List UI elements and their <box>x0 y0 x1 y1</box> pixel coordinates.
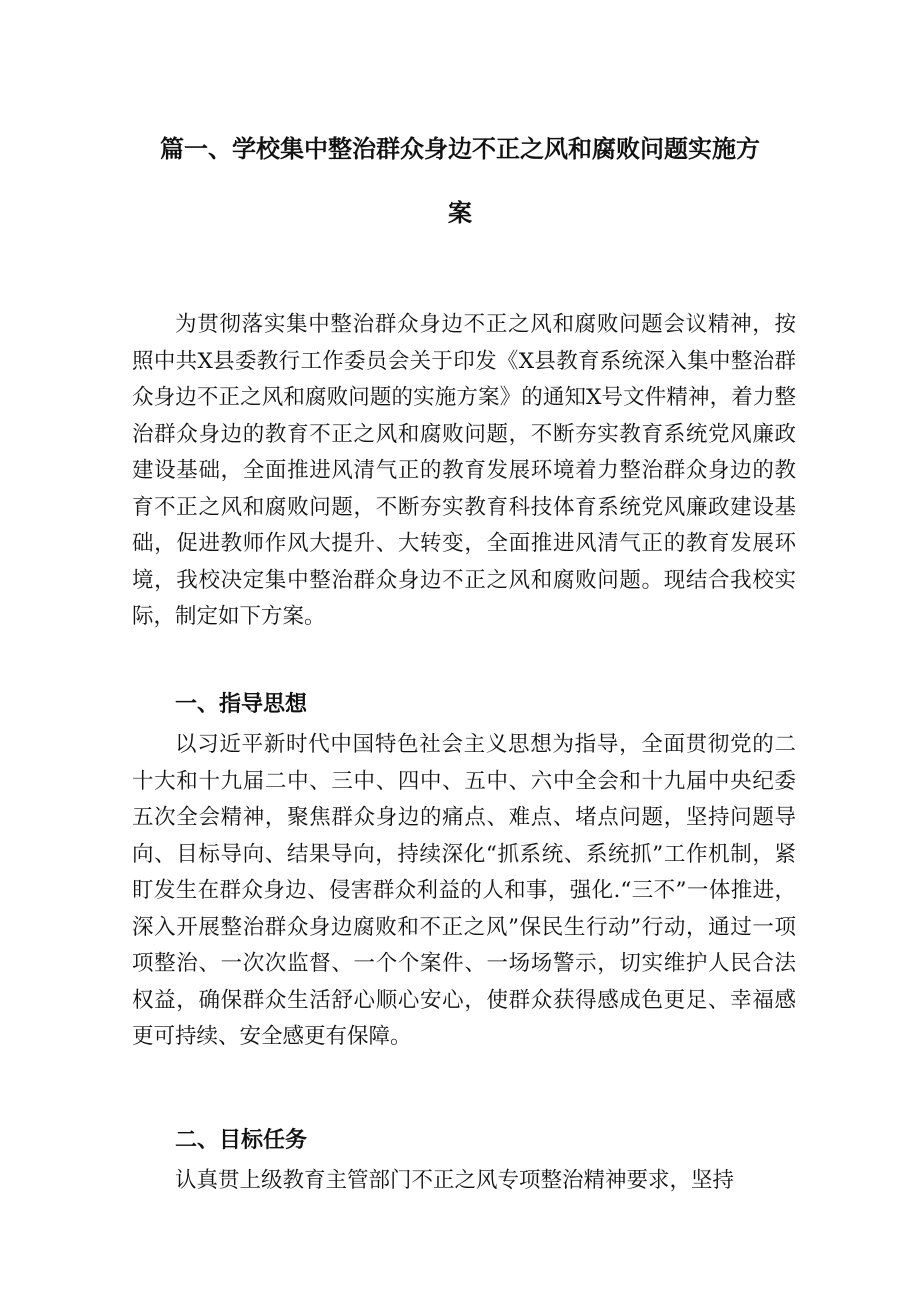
section-heading-goals-tasks: 二、目标任务 <box>175 1128 308 1153</box>
paragraph-goals-tasks: 认真贯上级教育主管部门不正之风专项整治精神要求，坚持 <box>175 1168 735 1193</box>
document-title-line-1: 篇一、学校集中整治群众身边不正之风和腐败问题实施方 <box>160 135 760 163</box>
section-heading-guiding-ideology: 一、指导思想 <box>175 692 308 717</box>
document-title-line-2: 案 <box>448 199 472 227</box>
paragraph-intro: 为贯彻落实集中整治群众身边不正之风和腐败问题会议精神，按照中共X县委教行工作委员会关于印发《X县教育系统深入集中整治群众身边不正之风和腐败问题的实施方案》的通知X号文件精神，着力整治群众身边的教育不正之风和腐败问题，不断夯实教育系统党风廉政建设基础，全面推进风清气正的教育发展环境着力整治群众身边的教育不正之风和腐败问题，不断夯实教育科技体育系统党风廉政建设基础，促进教师作风大提升、大转变，全面推进风清气正的教育发展环境，我校决定集中整治群众身边不正之风和腐败问题。现结合我校实际，制定如下方案。 <box>132 312 796 629</box>
paragraph-guiding-ideology: 以习近平新时代中国特色社会主义思想为指导，全面贯彻党的二十大和十九届二中、三中、四中、五中、六中全会和十九届中央纪委五次全会精神，聚焦群众身边的痛点、难点、堵点问题，坚持问题导向、目标导向、结果导向，持续深化“抓系统、系统抓”工作机制，紧盯发生在群众身边、侵害群众利益的人和事，强化.“三不”一体推进，深入开展整治群众身边腐败和不正之风”保民生行动”行动，通过一项项整治、一次次监督、一个个案件、一场场警示，切实维护人民合法权益，确保群众生活舒心顺心安心，使群众获得感成色更足、幸福感更可持续、安全感更有保障。 <box>132 732 796 1049</box>
